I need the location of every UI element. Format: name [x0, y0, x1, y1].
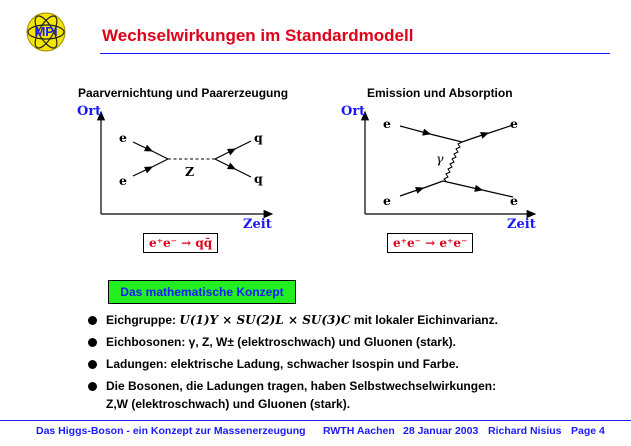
- left-process-box: e⁺e⁻ → qq̄: [143, 233, 218, 253]
- bullet-gauge-bosons: Eichbosonen: γ, Z, W± (elektroschwach) und Gluonen (stark).: [106, 335, 456, 349]
- emission-diagram: [400, 125, 513, 197]
- bullet-dot: [88, 316, 97, 325]
- bullet-gauge-group: [106, 313, 498, 327]
- concept-banner: [108, 280, 296, 304]
- left-y-axis-label: Ort: [77, 104, 102, 119]
- gauge-group-suffix: mit lokaler Eichinvarianz.: [353, 313, 498, 327]
- logo-text: MPI: [34, 24, 58, 39]
- gauge-group-formula: U(1)Y × SU(2)L × SU(3)C: [179, 313, 351, 327]
- bullet-self-interaction-line1: Die Bosonen, die Ladungen tragen, haben Selbstwechselwirkungen:: [106, 379, 497, 393]
- left-out-top-particle: q: [254, 130, 263, 145]
- left-in-top-particle: e: [119, 130, 127, 145]
- bullet-dot: [88, 338, 97, 347]
- right-in-top-particle: e: [383, 116, 391, 131]
- bullet-charges: Ladungen: elektrische Ladung, schwacher Isospin und Farbe.: [106, 357, 459, 371]
- right-out-top-particle: e: [510, 116, 518, 131]
- left-diagram-heading: Paarvernichtung und Paarerzeugung: [78, 86, 289, 100]
- footer-date: 28 Januar 2003: [403, 425, 479, 437]
- footer-talk-title: Das Higgs-Boson - ein Konzept zur Massenerzeugung: [36, 425, 306, 437]
- right-out-bottom-particle: e: [510, 193, 518, 208]
- right-in-bottom-particle: e: [383, 193, 391, 208]
- left-axes: [101, 112, 272, 214]
- concept-label: Das mathematische Konzept: [120, 285, 284, 299]
- left-out-bottom-particle: q: [254, 171, 263, 186]
- right-y-axis-label: Ort: [341, 104, 366, 119]
- photon-label: γ: [436, 151, 444, 166]
- page-title: Wechselwirkungen im Standardmodell: [102, 26, 414, 45]
- footer-author: Richard Nisius: [488, 425, 562, 437]
- footer-page-number: Page 4: [571, 425, 605, 437]
- bullet-dot: [88, 382, 97, 391]
- right-diagram-heading: Emission und Absorption: [367, 86, 513, 100]
- left-in-bottom-particle: e: [119, 173, 127, 188]
- footer-rule: [0, 420, 631, 421]
- right-x-axis-label: Zeit: [507, 217, 536, 232]
- bullet-dot: [88, 360, 97, 369]
- gauge-group-prefix: Eichgruppe:: [106, 313, 177, 327]
- z-boson-label: Z: [185, 164, 195, 179]
- left-x-axis-label: Zeit: [243, 217, 272, 232]
- right-process-box: e⁺e⁻ → e⁺e⁻: [387, 233, 473, 253]
- footer-institute: RWTH Aachen: [323, 425, 395, 437]
- bullet-self-interaction-line2: Z,W (elektroschwach) und Gluonen (stark).: [106, 397, 351, 411]
